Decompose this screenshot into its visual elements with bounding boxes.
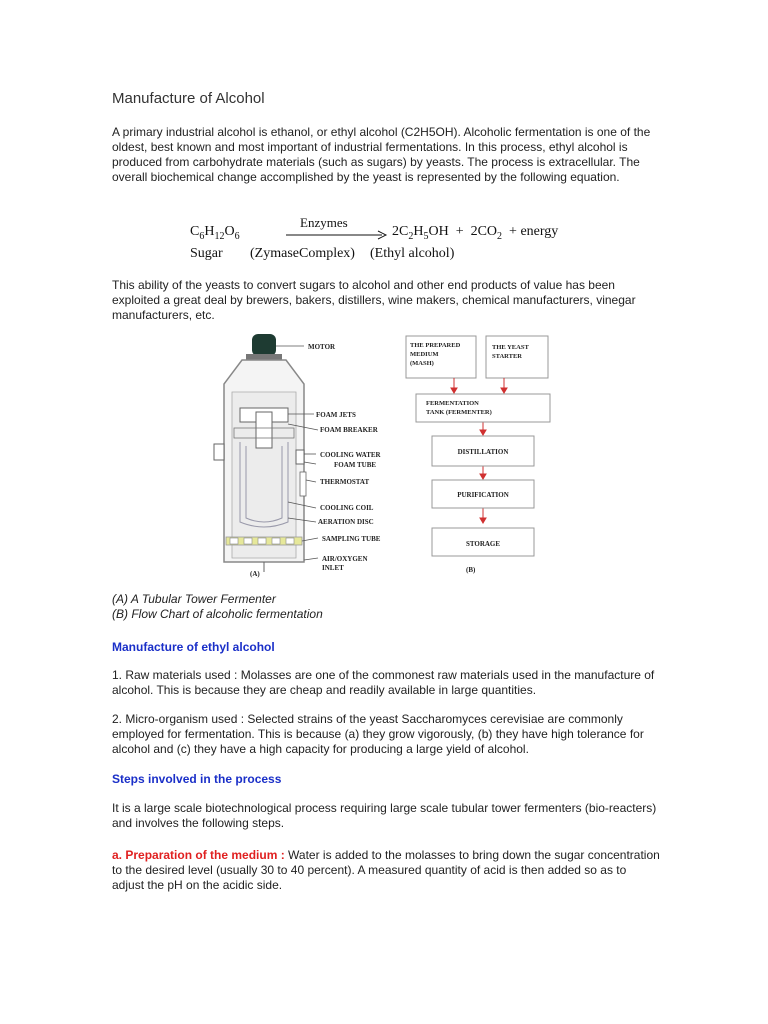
label-thermostat: THERMOSTAT (320, 478, 370, 486)
equation-arrow-label: Enzymes (300, 215, 348, 230)
motor-icon (252, 334, 276, 356)
equation-ethyl-label: (Ethyl alcohol) (370, 246, 455, 261)
reaction-arrow-icon (286, 230, 388, 240)
equation-reactant: $C_6H_{12}O_6$ (190, 224, 240, 242)
svg-text:THE YEAST: THE YEAST (492, 344, 529, 351)
page-title: Manufacture of Alcohol (112, 90, 265, 107)
svg-text:STORAGE: STORAGE (465, 540, 501, 548)
label-b: (B) (466, 566, 476, 574)
svg-text:(MASH): (MASH) (410, 360, 434, 367)
svg-text:TANK (FERMENTER): TANK (FERMENTER) (426, 409, 492, 416)
caption-b: (B) Flow Chart of alcoholic fermentation (112, 607, 323, 621)
fermenter-labels (308, 343, 382, 572)
label-cooling-coil: COOLING COIL (320, 504, 374, 512)
caption-a: (A) A Tubular Tower Fermenter (112, 592, 276, 606)
svg-text:FERMENTATION: FERMENTATION (426, 400, 479, 407)
label-foam-breaker: FOAM BREAKER (320, 426, 378, 434)
label-sampling-tube: SAMPLING TUBE (322, 535, 381, 543)
tubular-tower-fermenter (214, 334, 306, 572)
svg-text:THE PREPARED: THE PREPARED (410, 342, 461, 349)
intro-paragraph: A primary industrial alcohol is ethanol, or ethyl alcohol (C2H5OH). Alcoholic fermentation is one of the oldest, best known and most important of industrial fermentations. In this process, ethyl alcohol is produced from carbohydrate materials (such as sugars) by yeasts. The process is extracellular. The overall biochemical change accomplished by the yeast is represented by the following equation. (112, 125, 651, 184)
label-aeration-disc: AERATION DISC (318, 518, 374, 526)
svg-text:STARTER: STARTER (492, 353, 522, 360)
micro-organism-paragraph: 2. Micro-organism used : Selected strains of the yeast Saccharomyces cerevisiae are commonly employed for fermentation. This is because (a) they grow vigorously, (b) they have high tolerance for alcohol and (c) they have a high capacity for producing a large yield of alcohol. (112, 712, 644, 756)
label-foam-tube: FOAM TUBE (334, 461, 377, 469)
steps-intro-paragraph: It is a large scale biotechnological process requiring large scale tubular tower fermenters (bio-reacters) and involves the following steps. (112, 801, 657, 830)
fermentation-equation (190, 212, 590, 268)
equation-sugar-label: Sugar (190, 246, 223, 261)
svg-text:MEDIUM: MEDIUM (410, 351, 439, 358)
step-a-paragraph (112, 848, 660, 893)
figure-caption (112, 592, 323, 622)
label-foam-jets: FOAM JETS (316, 411, 356, 419)
label-a: (A) (250, 570, 260, 578)
step-a-label: a. Preparation of the medium : (112, 848, 285, 862)
equation-enzyme-label: (ZymaseComplex) (250, 246, 355, 261)
label-inlet: INLET (322, 564, 344, 572)
svg-text:DISTILLATION: DISTILLATION (457, 448, 509, 456)
label-air-oxygen: AIR/OXYGEN (322, 555, 368, 563)
equation-products: $2C_2H_5OH + 2CO_2$ + energy (392, 224, 559, 242)
yeast-paragraph: This ability of the yeasts to convert sugars to alcohol and other end products of value has been exploited a great deal by brewers, bakers, distillers, wine makers, chemical manufacturers, vinegar manufacturers, etc. (112, 278, 636, 322)
label-motor: MOTOR (308, 343, 336, 351)
flow-chart (406, 336, 550, 556)
heading-ethyl-alcohol: Manufacture of ethyl alcohol (112, 640, 275, 654)
label-cooling-water: COOLING WATER (320, 451, 381, 459)
heading-steps: Steps involved in the process (112, 772, 282, 786)
step-a-text: Water is added to the molasses to bring down the sugar concentration to the desired level (usually 30 to 40 percent). A measured quantity of acid is then added so as to adjust the pH on the acidic side. (112, 848, 660, 892)
raw-materials-paragraph: 1. Raw materials used : Molasses are one of the commonest raw materials used in the manufacture of alcohol. This is because they are cheap and readily available in large quantities. (112, 668, 655, 697)
fermentation-figure (204, 332, 564, 580)
svg-text:PURIFICATION: PURIFICATION (457, 491, 509, 499)
